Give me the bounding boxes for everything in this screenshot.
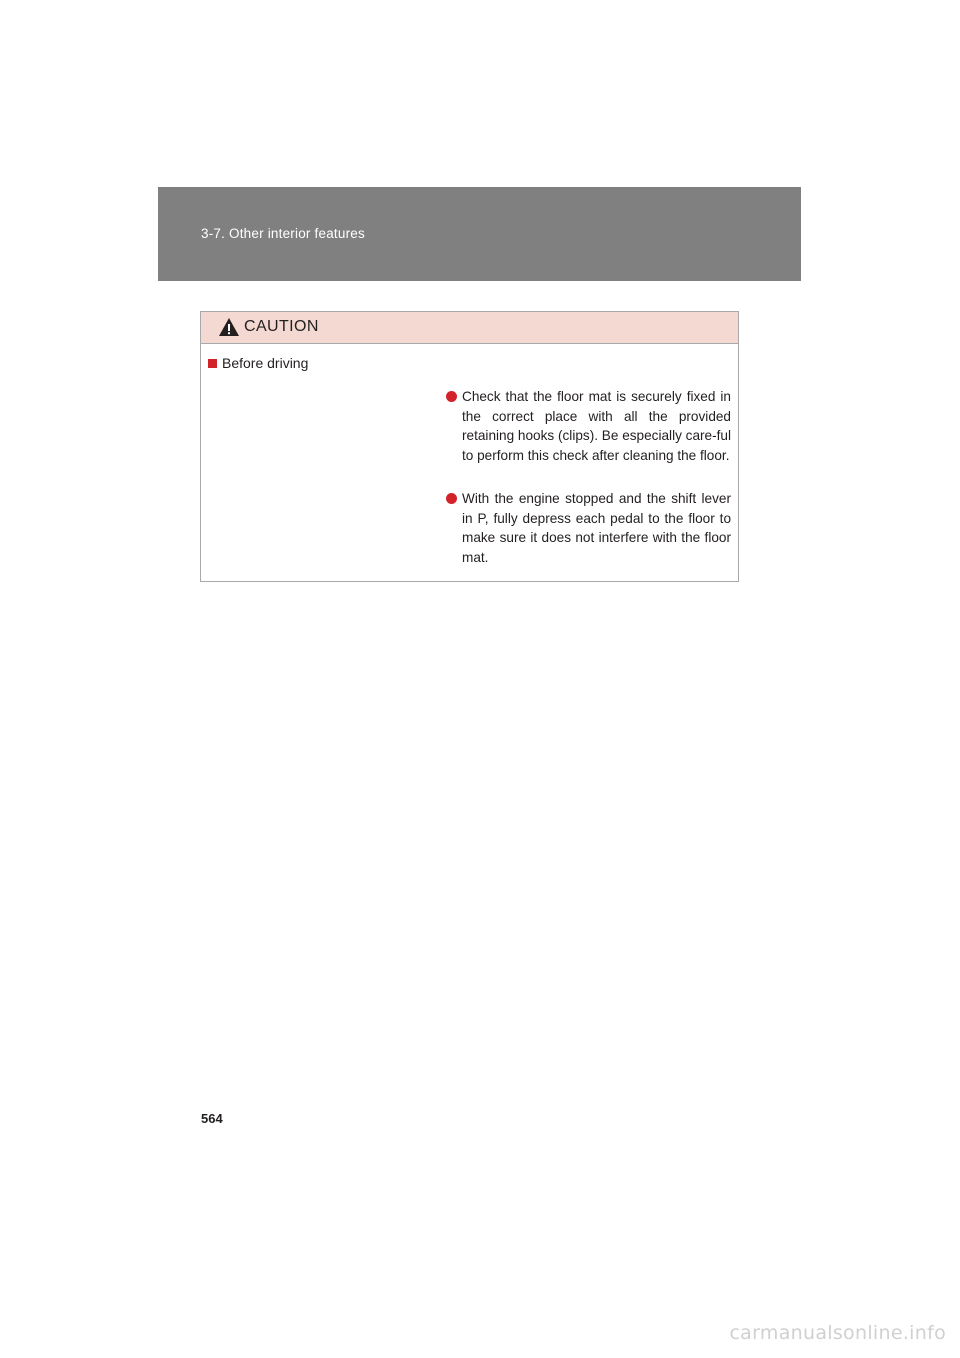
caution-item-text: Check that the floor mat is securely fixed in the correct place with all the provided retaining hooks (clips). Be especially care-ful to perform this check after cleaning the floor. <box>462 389 731 463</box>
caution-topic-text: Before driving <box>222 355 309 371</box>
square-bullet-icon <box>208 359 217 368</box>
caution-topic <box>208 355 308 371</box>
watermark: carmanualsonline.info <box>729 1322 946 1344</box>
section-header-bar <box>158 187 801 281</box>
caution-box <box>200 311 739 582</box>
section-title: 3-7. Other interior features <box>201 226 365 241</box>
caution-item-text: With the engine stopped and the shift lever in P, fully depress each pedal to the floor to make sure it does not interfere with the floor mat. <box>462 491 731 565</box>
caution-label: CAUTION <box>244 318 319 335</box>
caution-item <box>444 387 731 465</box>
round-bullet-icon <box>446 391 457 402</box>
caution-header <box>201 312 738 344</box>
caution-item <box>444 489 731 567</box>
warning-triangle-icon <box>218 317 240 337</box>
page-number: 564 <box>201 1111 223 1126</box>
round-bullet-icon <box>446 493 457 504</box>
